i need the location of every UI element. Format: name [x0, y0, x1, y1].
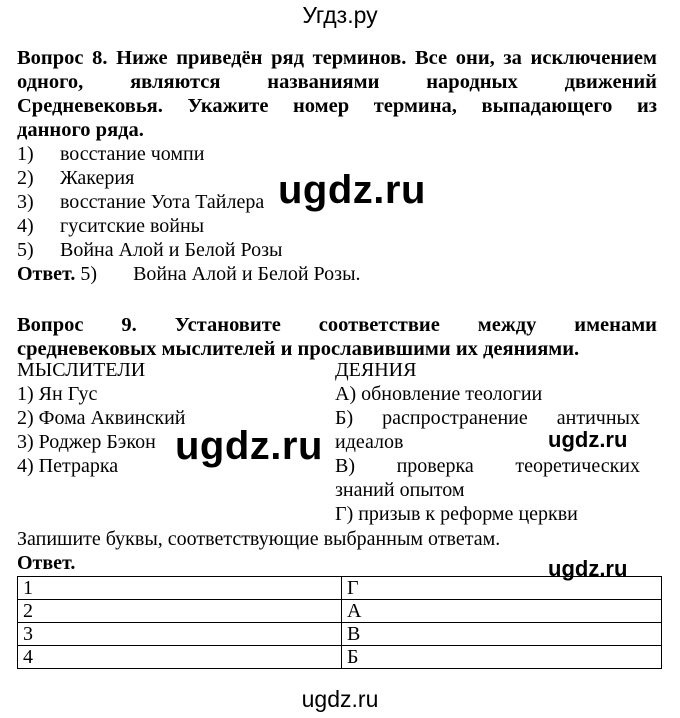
answer-label: Ответ. [17, 552, 76, 574]
table-row: 4 Б [18, 646, 662, 669]
list-item: знаний опытом [335, 479, 465, 501]
question-line: одного, являются названиями народных движений [17, 71, 657, 93]
question-line: Вопрос 9. Установите соответствие между именами [17, 314, 657, 336]
list-item: Б) распространение античных [335, 407, 640, 429]
site-footer: ugdz.ru [301, 686, 379, 712]
column-header: ДЕЯНИЯ [335, 359, 417, 381]
thinkers-column [17, 358, 186, 478]
table-row: 3 В [18, 623, 662, 646]
answer-table [17, 576, 662, 669]
watermark: ugdz.ru [548, 427, 628, 452]
instruction-text: Запишите буквы, соответствующие выбранным ответам. [17, 528, 501, 550]
question-8-text [17, 46, 657, 142]
list-item: 4) гуситские войны [17, 215, 205, 237]
list-item: 5) Война Алой и Белой Розы [17, 239, 283, 261]
list-item: 2) Фома Аквинский [17, 407, 186, 429]
column-header: МЫСЛИТЕЛИ [17, 359, 146, 381]
watermark: ugdz.ru [175, 424, 323, 468]
watermark: ugdz.ru [278, 168, 426, 212]
answer-text: Война Алой и Белой Розы. [133, 263, 361, 285]
question-line: Средневековья. Укажите номер термина, выпадающего из [17, 95, 657, 117]
list-item: 1) Ян Гус [17, 383, 98, 405]
list-item: идеалов [335, 431, 404, 453]
table-row: 2 А [18, 600, 662, 623]
list-item: А) обновление теологии [335, 383, 543, 405]
watermark: ugdz.ru [548, 556, 628, 581]
question-9-text [17, 313, 657, 361]
table-row: 1 Г [18, 577, 662, 600]
list-item: 2) Жакерия [17, 167, 135, 189]
answer-8 [17, 262, 361, 286]
list-item: 4) Петрарка [17, 455, 119, 477]
site-header: Угдз.ру [302, 2, 378, 28]
answer-label: Ответ. [17, 263, 76, 285]
list-item: В) проверка теоретических [335, 455, 640, 477]
list-item: 3) восстание Уота Тайлера [17, 191, 265, 213]
answer-number: 5) [80, 263, 98, 285]
question-line: средневековых мыслителей и прославившими их деяниями. [17, 338, 580, 360]
option-list [17, 142, 282, 262]
question-line: Вопрос 8. Ниже приведён ряд терминов. Все они, за исключением [17, 47, 657, 69]
question-line: данного ряда. [17, 119, 144, 141]
list-item: 1) восстание чомпи [17, 143, 205, 165]
list-item: Г) призыв к реформе церкви [335, 503, 578, 525]
list-item: 3) Роджер Бэкон [17, 431, 156, 453]
